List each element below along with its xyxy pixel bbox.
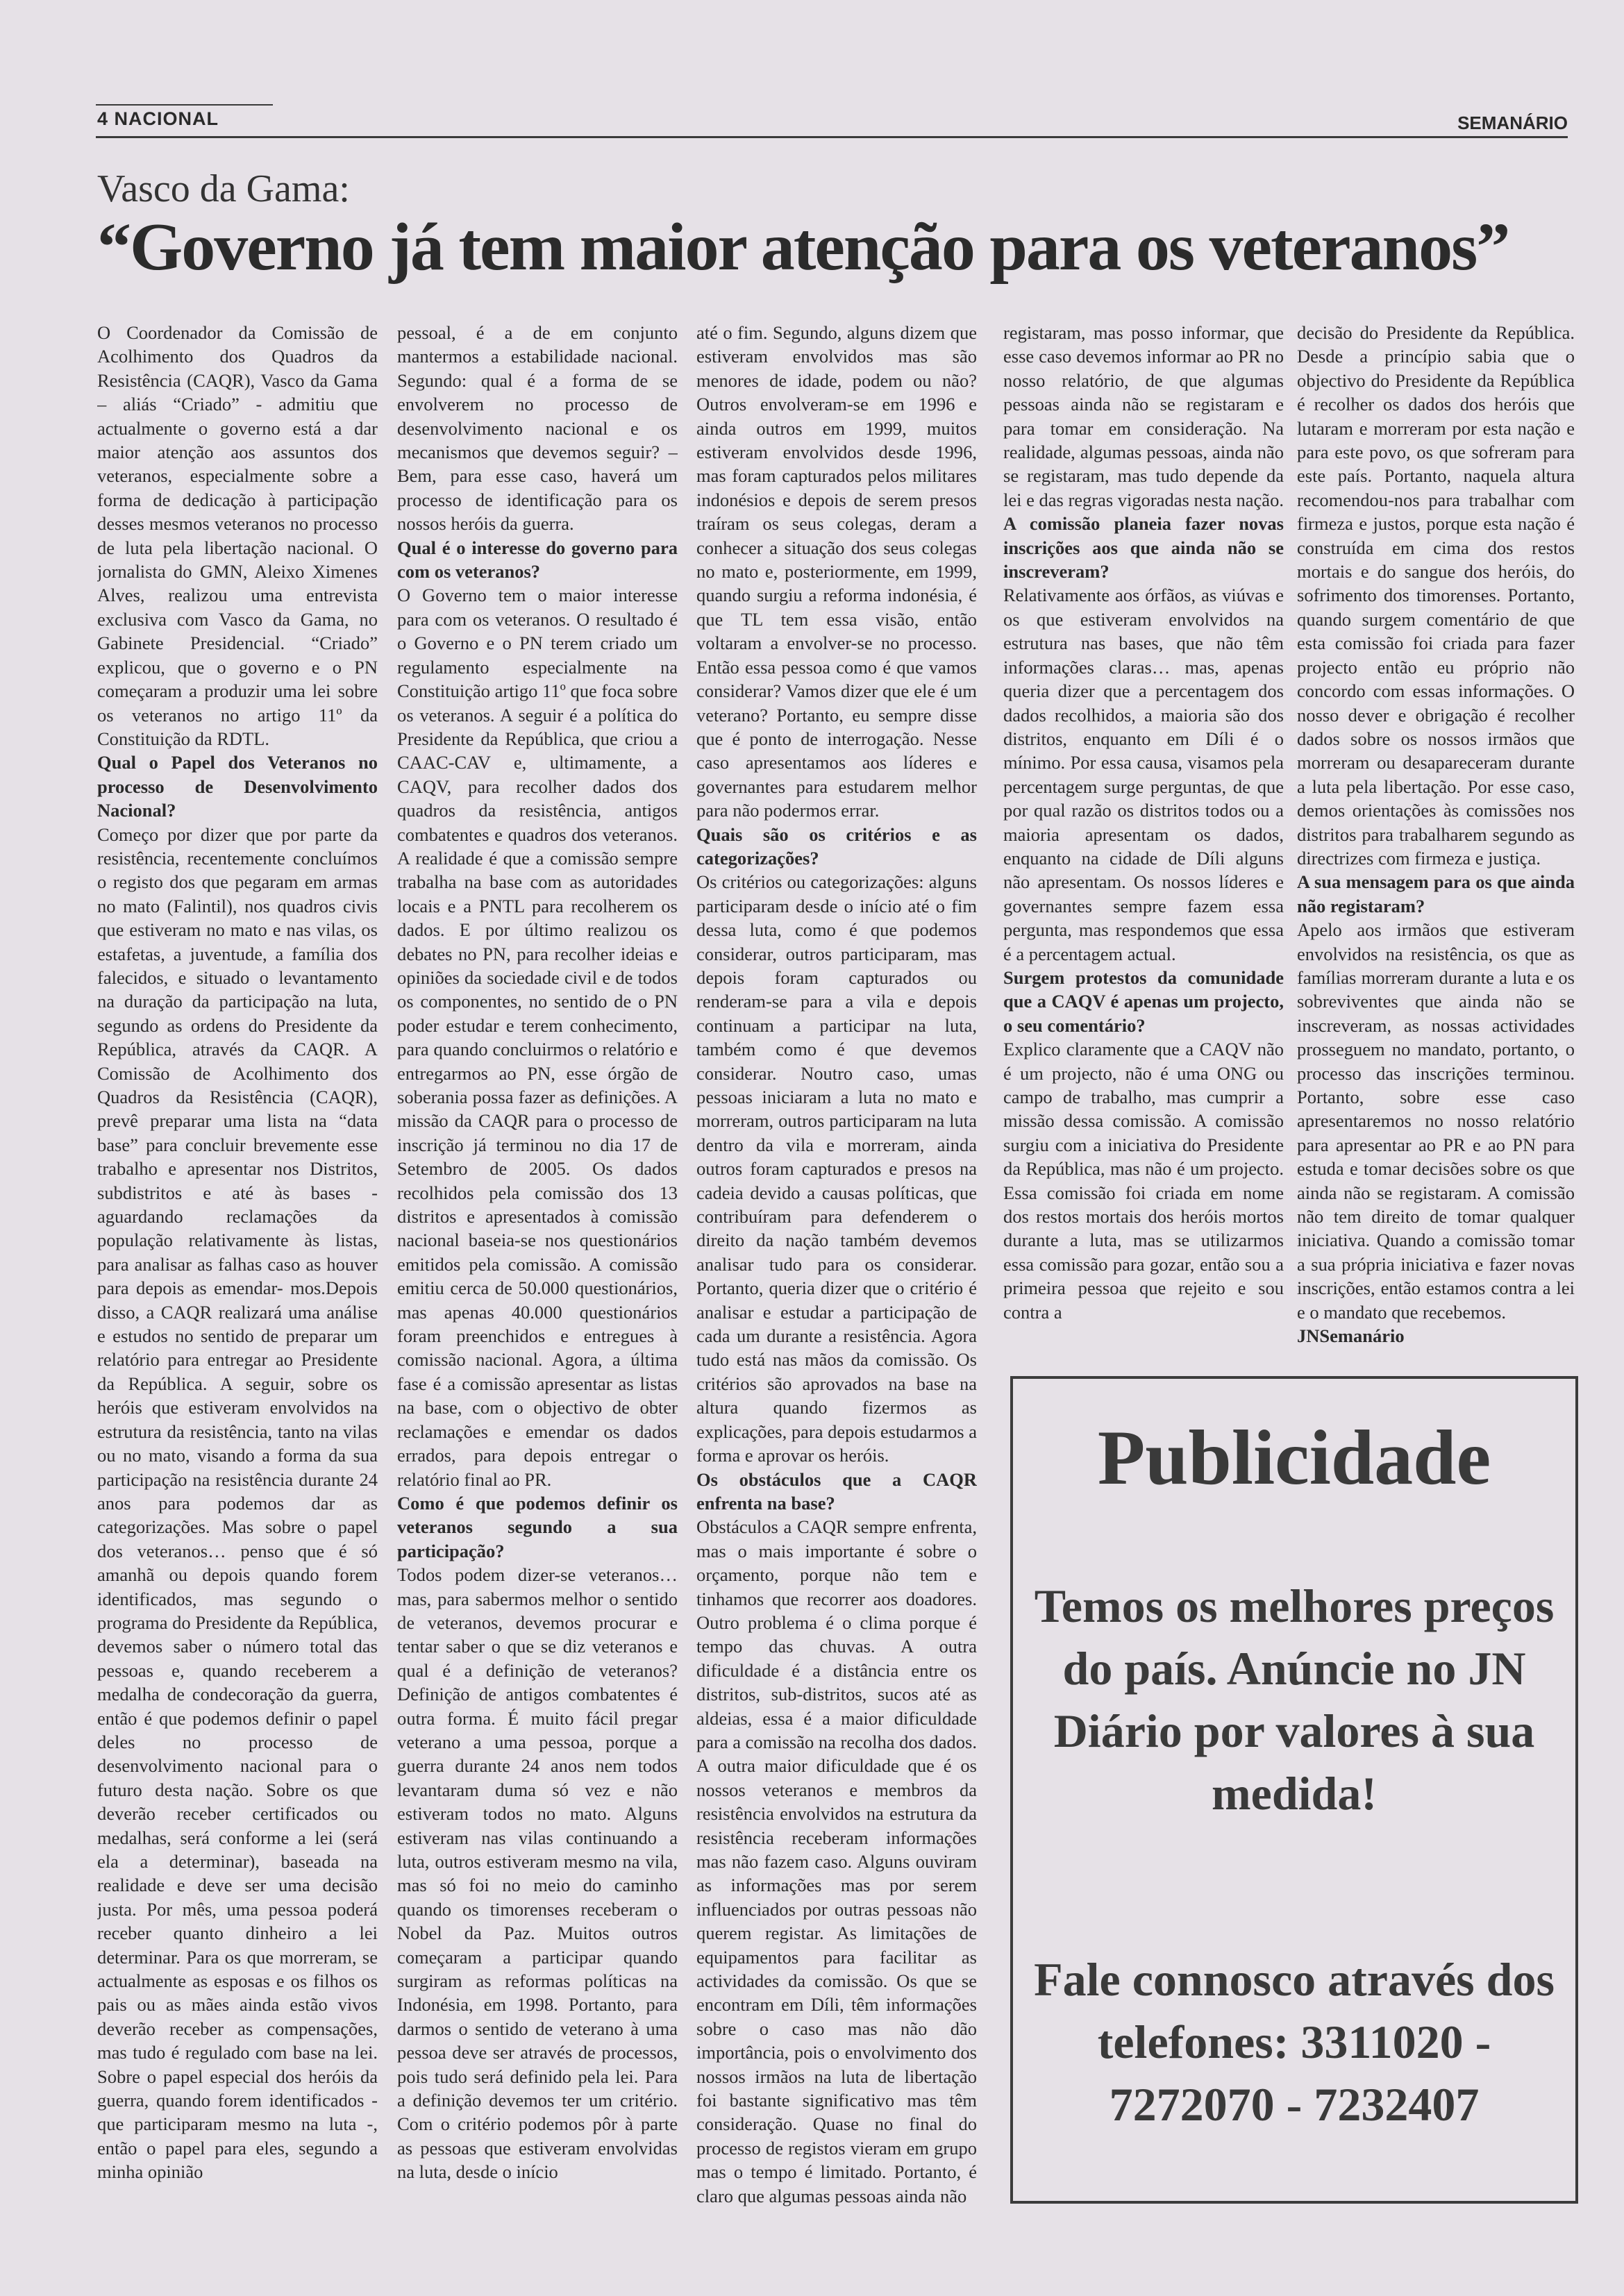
advertisement-box (1010, 1376, 1578, 2204)
question-heading: A sua mensagem para os que ainda não registaram? (1297, 871, 1575, 916)
article-column-2 (397, 321, 678, 2223)
ad-body: Temos os melhores preços do país. Anúncie no JN Diário por valores à sua medida! (1034, 1579, 1555, 1820)
body-text: decisão do Presidente da República. Desde a princípio sabia que o objectivo do Presidente da República é recolher os dados dos heróis que lutaram e morreram por esta nação e para este povo, os que sofreram para este país. Portanto, naquela altura recomendou-nos para trabalhar com firmeza e justos, porque esta nação é construída em cima dos restos mortais e do sangue dos heróis, do sofrimento dos timorenses. Portanto, quando surgem comentário de que esta comissão foi criada para fazer projecto então eu próprio não concordo com essas informações. O nosso dever e obrigação é recolher dados sobre os nossos irmãos que morreram ou desapareceram durante a luta pela libertação. Por esse caso, demos orientações às comissões nos distritos para trabalharem segundo as directrizes com firmeza e justiça. (1297, 322, 1575, 869)
body-text: Explico claramente que a CAQV não é um projecto, não é uma ONG ou campo de trabalho, mas cumprir a missão dessa comissão. A comissão surgiu com a iniciativa do Presidente da República, mas não é um projecto. Essa comissão foi criada em nome dos restos mortais dos heróis mortos durante a luta, mas se utilizarmos essa comissão para gozar, então sou a primeira pessoa que rejeito e sou contra a (1003, 1039, 1284, 1323)
body-text: Os critérios ou categorizações: alguns participaram desde o início até o fim dessa luta, como é que podemos considerar, outros participaram, mas depois foram capturados ou renderam-se para a vila e depois continuam a participar na luta, também como é que devemos considerar. Noutro caso, umas pessoas iniciaram a luta no mato e morreram, outros participaram na luta dentro da vila e morreram, ainda outros foram capturados e presos na cadeia devido a causas políticas, que contribuíram para defenderem o direito da nação também devemos analisar tudo para os considerar. Portanto, queria dizer que o critério é analisar e estudar a participação de cada um durante a resistência. Agora tudo está nas mãos da comissão. Os critérios são aprovados na base na altura quando fizermos as explicações, para depois estudarmos a forma e aprovar os heróis. (696, 871, 977, 1466)
page-header (96, 104, 1568, 138)
body-text: O Coordenador da Comissão de Acolhimento dos Quadros da Resistência (CAQR), Vasco da Gama – aliás “Criado” - admitiu que actualmente o governo está a dar maior atenção aos assuntos dos veteranos, especialmente sobre a forma de dedicação à participação desses mesmos veteranos no processo de luta pela libertação nacional. O jornalista do GMN, Aleixo Ximenes Alves, realizou uma entrevista exclusiva com Vasco da Gama, no Gabinete Presidencial. “Criado” explicou, que o governo e o PN começaram a produzir uma lei sobre os veteranos no artigo 11º da Constituição da RDTL. (97, 322, 378, 749)
question-heading: Como é que podemos definir os veteranos segundo a sua participação? (397, 1492, 678, 1561)
body-text: Começo por dizer que por parte da resistência, recentemente concluímos o registo dos que pegaram em armas no mato (Falintil), nos quadros civis que estiveram no mato e nas vilas, os estafetas, a juventude, a família dos falecidos, e situado o levantamento na duração da participação na luta, segundo as ordens do Presidente da República, através da CAQR. A Comissão de Acolhimento dos Quadros da Resistência (CAQR), prevê preparar uma lista na “data base” para concluir brevemente esse trabalho e apresentar nos Distritos, subdistritos e até às bases - aguardando reclamações da população relativamente às listas, para analisar as falhas caso as houver para depois as emendar- mos.Depois disso, a CAQR realizará uma análise e estudos no sentido de preparar um relatório para entregar ao Presidente da República. A seguir, sobre os heróis que estiveram envolvidos na estrutura da resistência, tanto na vilas ou no mato, visando a forma da sua participação na resistência durante 24 anos para podemos dar as categorizações. Mas sobre o papel dos veteranos… penso que é só amanhã ou depois quando forem identificados, mas segundo o programa do Presidente da República, devemos saber o número total das pessoas e, quando receberem a medalha de condecoração da guerra, então é que podemos definir o papel deles no processo de desenvolvimento nacional para o futuro desta nação. Sobre os que deverão receber certificados ou medalhas, será conforme a lei (será ela a determinar), baseada na realidade e deve ser uma decisão justa. Por mês, uma pessoa poderá receber quanto dinheiro a lei determinar. Para os que morreram, se actualmente as esposas e os filhos os pais ou as mães ainda estão vivos deverão receber as compensações, mas tudo é regulado com base na lei. Sobre o papel especial dos heróis da guerra, quando forem identificados - que participaram mesmo na luta -, então o papel para eles, segundo a minha opinião (97, 823, 378, 2183)
body-text: Relativamente aos órfãos, as viúvas e os que estiveram envolvidos na estrutura nas bases, que não têm informações claras… mas, apenas queria dizer que a percentagem dos dados recolhidos, a maioria são dos distritos, enquanto em Díli é o mínimo. Por essa causa, visamos pela percentagem surge perguntas, de que por qual razão os distritos todos ou a maioria apresentam os dados, enquanto na cidade de Díli alguns não apresentam. Os nossos líderes e governantes sempre fazem essa pergunta, mas respondemos que essa é a percentagem actual. (1003, 585, 1284, 964)
article-headline: “Governo já tem maior atenção para os veteranos” (97, 210, 1509, 285)
article-column-3 (696, 321, 977, 2223)
question-heading: A comissão planeia fazer novas inscrições aos que ainda não se inscreveram? (1003, 513, 1284, 583)
article-kicker: Vasco da Gama: (97, 167, 350, 210)
header-rule (96, 104, 273, 106)
body-text: Todos podem dizer-se veteranos… mas, para sabermos melhor o sentido de veteranos, devemos procurar e tentar saber o que se diz veteranos e qual é a definição de veteranos? Definição de antigos combatentes é outra forma. É muito fácil pregar veterano a uma pessoa, porque a guerra durante 24 anos nem todos levantaram duma só vez e não estiveram todos no mato. Alguns estiveram nas vilas continuando a luta, outros estiveram mesmo na vila, mas só foi no meio do caminho quando os timorenses receberam o Nobel da Paz. Muitos outros começaram a participar quando surgiram as reformas políticas na Indonésia, em 1998. Portanto, para darmos o sentido de veterano à uma pessoa deve ser através de processos, pois tudo será definido pela lei. Para a definição devemos ter um critério. Com o critério podemos pôr à parte as pessoas que estiveram envolvidas na luta, desde o início (397, 1564, 678, 2183)
body-text: registaram, mas posso informar, que esse caso devemos informar ao PR no nosso relatório, de que algumas pessoas ainda não se registaram e para tomar em consideração. Na realidade, algumas pessoas, ainda não se registaram, mas tudo depende da lei e das regras vigoradas nesta nação. (1003, 322, 1284, 510)
article-column-1 (97, 321, 378, 2223)
publication-name: SEMANÁRIO (1457, 112, 1568, 133)
ad-contact: Fale connosco através dos telefones: 3311020 - 7272070 - 7232407 (1034, 1953, 1555, 2131)
question-heading: Quais são os critérios e as categorizações? (696, 823, 977, 869)
article-column-5 (1297, 321, 1575, 1359)
question-heading: Surgem protestos da comunidade que a CAQV é apenas um projecto, o seu comentário? (1003, 966, 1284, 1036)
question-heading: Qual o Papel dos Veteranos no processo de Desenvolvimento Nacional? (97, 752, 378, 821)
ad-title: Publicidade (1097, 1415, 1491, 1501)
body-text: até o fim. Segundo, alguns dizem que estiveram envolvidos mas são menores de idade, podem ou não? Outros envolveram-se em 1996 e ainda outros em 1999, muitos estiveram envolvidos desde 1996, mas foram capturados pelos militares indonésios e depois de serem presos traíram os seus colegas, deram a conhecer a situação dos seus colegas no mato e, posteriormente, em 1999, quando surgiu a reforma indonésia, é que TL tem essa visão, então voltaram a envolver-se no processo. Então essa pessoa como é que vamos considerar? Vamos dizer que ele é um veterano? Portanto, eu sempre disse que é ponto de interrogação. Nesse caso apresentamos aos líderes e governantes para estudarem melhor para não podermos errar. (696, 322, 977, 821)
body-text: O Governo tem o maior interesse para com os veteranos. O resultado é o Governo e o PN terem criado um regulamento especialmente na Constituição artigo 11º que foca sobre os veteranos. A seguir é a política do Presidente da República, que criou a CAAC-CAV e, ultimamente, a CAQV, para recolher dados dos quadros da resistência, antigos combatentes e quadros dos veteranos. A realidade é que a comissão sempre trabalha na base com as autoridades locais e a PNTL para recolherem os dados. E por último realizou os debates no PN, para recolher ideias e opiniões da sociedade civil e de todos os componentes, no sentido de o PN poder estudar e terem conhecimento, para quando concluirmos o relatório e entregarmos ao PN, esse órgão de soberania possa fazer as definições. A missão da CAQR para o processo de inscrição já terminou no dia 17 de Setembro de 2005. Os dados recolhidos pela comissão dos 13 distritos e apresentados à comissão nacional baseia-se nos questionários emitidos pela comissão. A comissão emitiu cerca de 50.000 questionários, mas apenas 40.000 questionários foram preenchidos e entregues à comissão nacional. Agora, a última fase é a comissão apresentar as listas na base, com o objectivo de obter reclamações e emendar os dados errados, para depois entregar o relatório final ao PR. (397, 585, 678, 1490)
question-heading: Qual é o interesse do governo para com os veteranos? (397, 537, 678, 583)
page-number: 4 NACIONAL (97, 108, 219, 129)
body-text: Obstáculos a CAQR sempre enfrenta, mas o mais importante é sobre o orçamento, porque não tem e tinhamos que recorrer aos doadores. Outro problema é o clima porque é tempo das chuvas. A outra dificuldade é a distância entre os distritos, sub-distritos, sucos até as aldeias, essa é a maior dificuldade para a comissão na recolha dos dados. A outra maior dificuldade que é os nossos veteranos e membros da resistência envolvidos na estrutura da resistência receberam informações mas não fazem caso. Alguns ouviram as informações mas por serem influenciados por outras pessoas não querem registar. As limitações de equipamentos para facilitar as actividades da comissão. Os que se encontram em Díli, têm informações sobre o caso mas não dão importância, pois o envolvimento dos nossos irmãos na luta de libertação foi bastante significativo mas têm consideração. Quase no final do processo de registos vieram em grupo mas o tempo é limitado. Portanto, é claro que algumas pessoas ainda não (696, 1516, 977, 2206)
article-column-4 (1003, 321, 1284, 1355)
article-signature: JNSemanário (1297, 1325, 1405, 1347)
body-text: Apelo aos irmãos que estiveram envolvidos na resistência, os que as famílias morreram durante a luta e os sobreviventes que ainda não se inscreveram, as nossas actividades prosseguem no mandato, portanto, o processo das inscrições terminou. Portanto, sobre esse caso apresentaremos no nosso relatório para apresentar ao PR e ao PN para estuda e tomar decisões sobre os que ainda não se registaram. A comissão não tem direito de tomar qualquer iniciativa. Quando a comissão tomar a sua própria iniciativa e fazer novas inscrições, então estamos contra a lei e o mandato que recebemos. (1297, 919, 1575, 1323)
body-text: pessoal, é a de em conjunto mantermos a estabilidade nacional. Segundo: qual é a forma de se envolverem no processo de desenvolvimento nacional e os mecanismos que devemos seguir? – Bem, para esse caso, haverá um processo de identificação para os nossos heróis da guerra. (397, 322, 678, 535)
question-heading: Os obstáculos que a CAQR enfrenta na base? (696, 1468, 977, 1514)
